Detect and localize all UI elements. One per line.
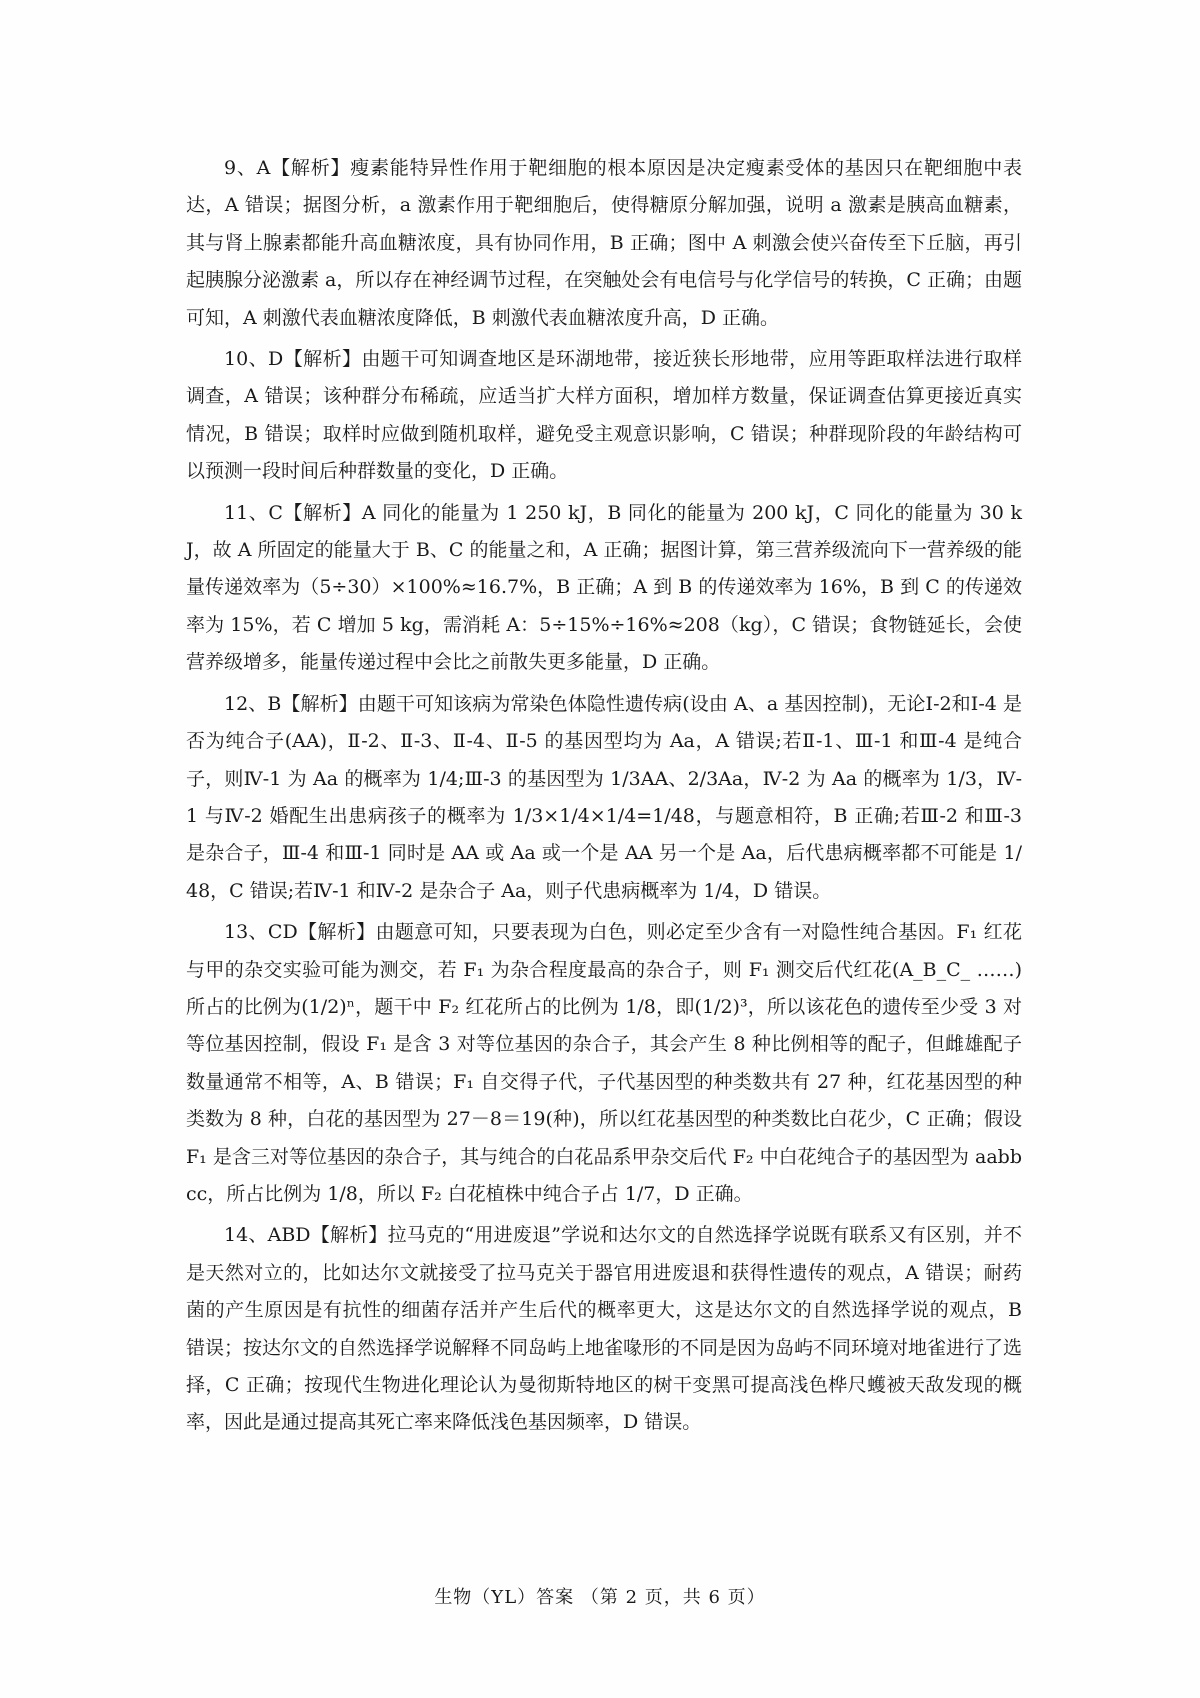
answer-12-explanation: 12、B【解析】由题干可知该病为常染色体隐性遗传病(设由 A、a 基因控制)，无论Ⅰ-2和Ⅰ-4 是否为纯合子(AA)，Ⅱ-2、Ⅱ-3、Ⅱ-4、Ⅱ-5 的基因型均为 Aa，A 错误;若Ⅱ-1、Ⅲ-1 和Ⅲ-4 是纯合子，则Ⅳ-1 为 Aa 的概率为 1/4;Ⅲ-3 的基因型为 1/3AA、2/3Aa，Ⅳ-2 为 Aa 的概率为 1/3，Ⅳ-1 与Ⅳ-2 婚配生出患病孩子的概率为 1/3×1/4×1/4=1/48，与题意相符，B 正确;若Ⅲ-2 和Ⅲ-3 是杂合子，Ⅲ-4 和Ⅲ-1 同时是 AA 或 Aa 或一个是 AA 另一个是 Aa，后代患病概率都不可能是 1/48，C 错误;若Ⅳ-1 和Ⅳ-2 是杂合子 Aa，则子代患病概率为 1/4，D 错误。: [186, 692, 1022, 902]
answer-13-explanation: 13、CD【解析】由题意可知，只要表现为白色，则必定至少含有一对隐性纯合基因。F₁ 红花与甲的杂交实验可能为测交，若 F₁ 为杂合程度最高的杂合子，则 F₁ 测交后代红花(A_B_C_ ……)所占的比例为(1/2)ⁿ，题干中 F₂ 红花所占的比例为 1/8，即(1/2)³，所以该花色的遗传至少受 3 对等位基因控制，假设 F₁ 是含 3 对等位基因的杂合子，其会产生 8 种比例相等的配子，但雌雄配子数量通常不相等，A、B 错误；F₁ 自交得子代，子代基因型的种类数共有 27 种，红花基因型的种类数为 8 种，白花的基因型为 27－8＝19(种)，所以红花基因型的种类数比白花少，C 正确；假设 F₁ 是含三对等位基因的杂合子，其与纯合的白花品系甲杂交后代 F₂ 中白花纯合子的基因型为 aabbcc，所占比例为 1/8，所以 F₂ 白花植株中纯合子占 1/7，D 正确。: [186, 921, 1022, 1205]
answer-9-explanation: 9、A【解析】瘦素能特异性作用于靶细胞的根本原因是决定瘦素受体的基因只在靶细胞中表达，A 错误；据图分析，a 激素作用于靶细胞后，使得糖原分解加强，说明 a 激素是胰高血糖素，其与肾上腺素都能升高血糖浓度，具有协同作用，B 正确；图中 A 刺激会使兴奋传至下丘脑，再引起胰腺分泌激素 a，所以存在神经调节过程，在突触处会有电信号与化学信号的转换，C 正确；由题可知，A 刺激代表血糖浓度降低，B 刺激代表血糖浓度升高，D 正确。: [186, 157, 1022, 329]
page-footer: 生物（YL）答案 （第 2 页，共 6 页）: [434, 1587, 766, 1608]
answer-11-explanation: 11、C【解析】A 同化的能量为 1 250 kJ，B 同化的能量为 200 kJ，C 同化的能量为 30 kJ，故 A 所固定的能量大于 B、C 的能量之和，A 正确；据图计算，第三营养级流向下一营养级的能量传递效率为（5÷30）×100%≈16.7%，B 正确；A 到 B 的传递效率为 16%，B 到 C 的传递效率为 15%，若 C 增加 5 kg，需消耗 A：5÷15%÷16%≈208（kg），C 错误；食物链延长，会使营养级增多，能量传递过程中会比之前散失更多能量，D 正确。: [186, 501, 1022, 674]
answer-14-explanation: 14、ABD【解析】拉马克的“用进废退”学说和达尔文的自然选择学说既有联系又有区别，并不是天然对立的，比如达尔文就接受了拉马克关于器官用进废退和获得性遗传的观点，A 错误；耐药菌的产生原因是有抗性的细菌存活并产生后代的概率更大，这是达尔文的自然选择学说的观点，B 错误；按达尔文的自然选择学说解释不同岛屿上地雀喙形的不同是因为岛屿不同环境对地雀进行了选择，C 正确；按现代生物进化理论认为曼彻斯特地区的树干变黑可提高浅色桦尺蠖被天敌发现的概率，因此是通过提高其死亡率来降低浅色基因频率，D 错误。: [186, 1224, 1023, 1434]
answer-10-explanation: 10、D【解析】由题干可知调查地区是环湖地带，接近狭长形地带，应用等距取样法进行取样调查，A 错误；该种群分布稀疏，应适当扩大样方面积，增加样方数量，保证调查估算更接近真实情况，B 错误；取样时应做到随机取样，避免受主观意识影响，C 错误；种群现阶段的年龄结构可以预测一段时间后种群数量的变化，D 正确。: [186, 348, 1022, 483]
answer-explanations: [186, 150, 1022, 1446]
